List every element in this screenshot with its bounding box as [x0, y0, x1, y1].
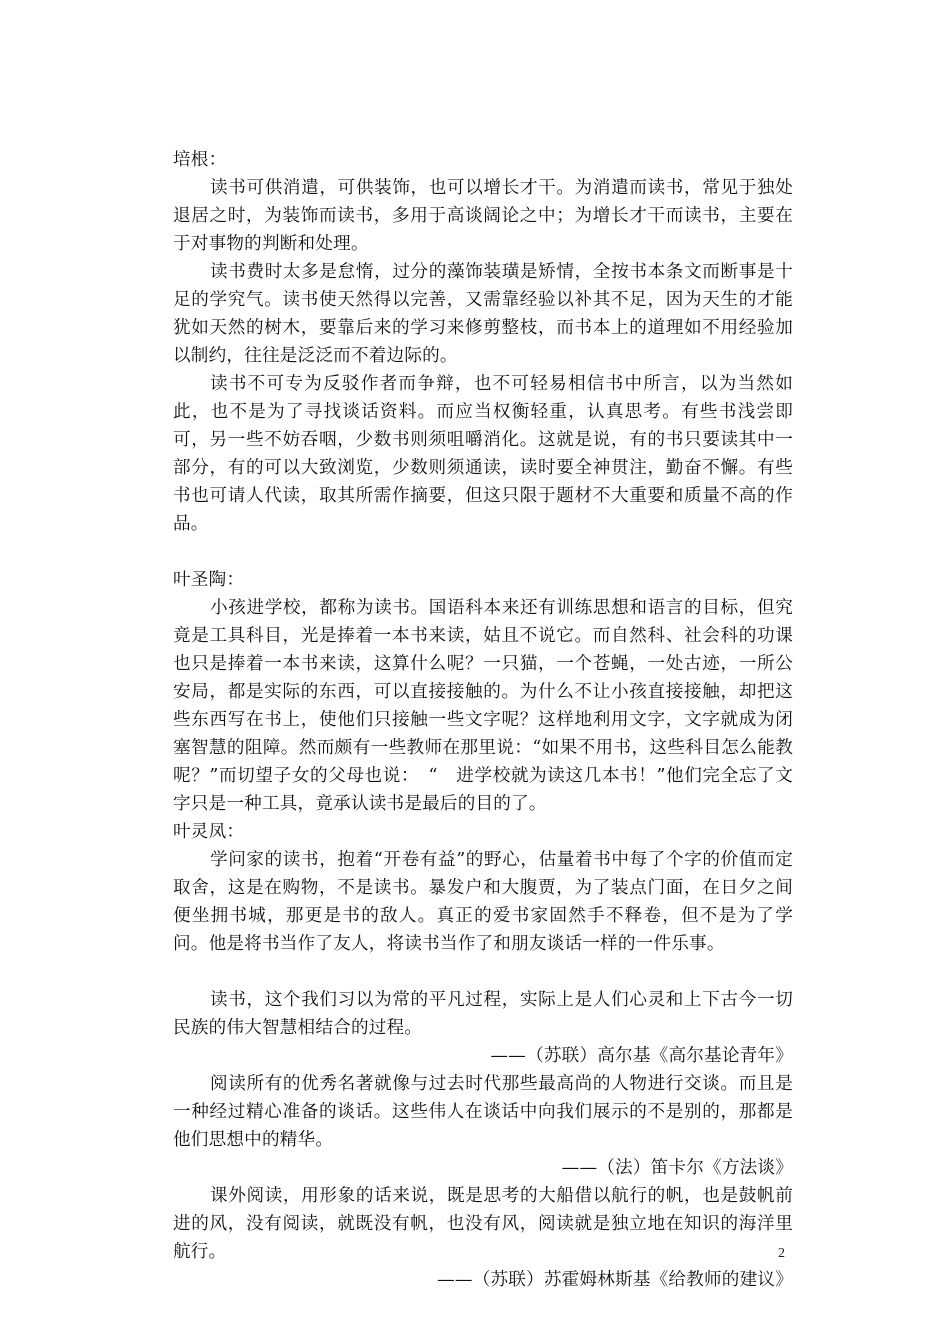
section-bacon	[173, 146, 793, 538]
section-ye-shengtao	[173, 566, 793, 818]
paragraph: 学问家的读书，抱着“开卷有益”的野心，估量着书中每了个字的价值而定取舍，这是在购物，不是读书。暴发户和大腹贾，为了装点门面，在日夕之间便坐拥书城，那更是书的敌人。真正的爱书家固然手不释卷，但不是为了学问。他是将书当作了友人，将读书当作了和朋友谈话一样的一件乐事。	[173, 850, 793, 954]
quotes-block	[173, 986, 793, 1294]
paragraph: 小孩进学校，都称为读书。国语科本来还有训练思想和语言的目标，但究竟是工具科目，光是捧着一本书来读，姑且不说它。而自然科、社会科的功课也只是捧着一本书来读，这算什么呢？一只猫，一个苍蝇，一处古迹，一所公安局，都是实际的东西，可以直接接触的。为什么不让小孩直接接触，却把这些东西写在书上，使他们只接触一些文字呢？这样地利用文字，文字就成为闭塞智慧的阻障。然而颇有一些教师在那里说：“如果不用书，这些科目怎么能教呢？”而切望子女的父母也说： “ 进学校就为读这几本书！”他们完全忘了文字只是一种工具，竟承认读书是最后的目的了。	[173, 598, 793, 814]
author-heading: 培根：	[173, 150, 227, 170]
paragraph: 读书费时太多是怠惰，过分的藻饰装璜是矫情，全按书本条文而断事是十足的学究气。读书使天然得以完善，又需靠经验以补其不足，因为天生的才能犹如天然的树木，要靠后来的学习来修剪整枝，而书本上的道理如不用经验加以制约，往往是泛泛而不着边际的。	[173, 262, 793, 366]
quote-attribution: ——（苏联）苏霍姆林斯基《给教师的建议》	[437, 1270, 793, 1290]
author-heading: 叶圣陶：	[173, 570, 245, 590]
spacer	[173, 538, 793, 566]
quote-attribution: ——（法）笛卡尔《方法谈》	[561, 1158, 793, 1178]
quote-text: 课外阅读，用形象的话来说，既是思考的大船借以航行的帆，也是鼓帆前进的风，没有阅读，就既没有帆，也没有风，阅读就是独立地在知识的海洋里航行。	[173, 1186, 793, 1262]
document-page	[173, 146, 793, 1294]
paragraph: 读书可供消遣，可供装饰，也可以增长才干。为消遣而读书，常见于独处退居之时，为装饰而读书，多用于高谈阔论之中；为增长才干而读书，主要在于对事物的判断和处理。	[173, 178, 793, 254]
section-ye-lingfeng	[173, 818, 793, 958]
author-heading: 叶灵凤：	[173, 822, 245, 842]
paragraph: 读书不可专为反驳作者而争辩，也不可轻易相信书中所言，以为当然如此，也不是为了寻找谈话资料。而应当权衡轻重，认真思考。有些书浅尝即可，另一些不妨吞咽，少数书则须咀嚼消化。这就是说，有的书只要读其中一部分，有的可以大致浏览，少数则须通读，读时要全神贯注，勤奋不懈。有些书也可请人代读，取其所需作摘要，但这只限于题材不大重要和质量不高的作品。	[173, 374, 793, 534]
quote-text: 阅读所有的优秀名著就像与过去时代那些最高尚的人物进行交谈。而且是一种经过精心准备的谈话。这些伟人在谈话中向我们展示的不是别的，那都是他们思想中的精华。	[173, 1074, 793, 1150]
quote-attribution: ——（苏联）高尔基《高尔基论青年》	[490, 1046, 793, 1066]
page-number: 2	[778, 1246, 785, 1261]
quote-text: 读书，这个我们习以为常的平凡过程，实际上是人们心灵和上下古今一切民族的伟大智慧相结合的过程。	[173, 990, 793, 1038]
spacer	[173, 958, 793, 986]
